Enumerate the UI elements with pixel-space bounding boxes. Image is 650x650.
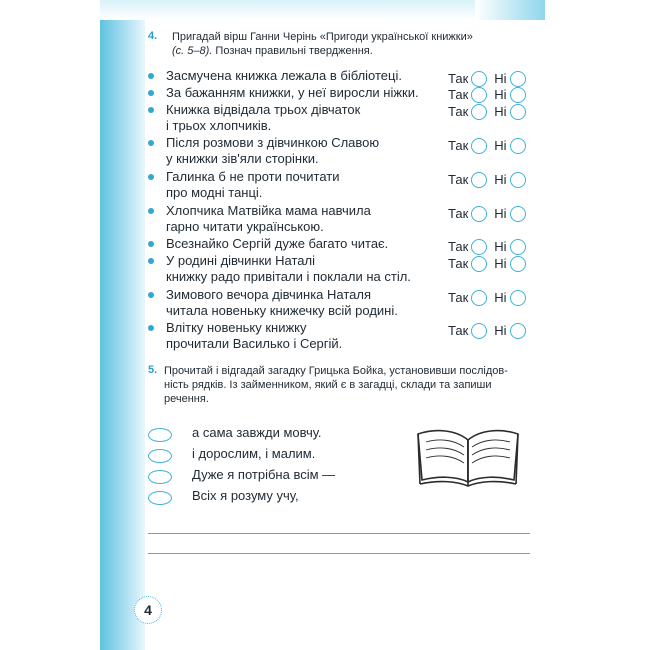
answer-line-2[interactable] [148, 553, 530, 554]
yes-checkbox[interactable] [471, 138, 487, 154]
no-label: Ні [494, 255, 507, 271]
yes-label: Так [448, 289, 469, 305]
task-5-instruction-line: речення. [164, 393, 209, 405]
order-input-1[interactable] [148, 428, 172, 442]
statement-line: Влітку новеньку книжку [166, 320, 307, 335]
yes-label: Так [448, 238, 469, 254]
statement-text [166, 68, 402, 84]
riddle-line-1: а сама завжди мовчу. [192, 425, 322, 440]
statement-line: Після розмови з дівчинкою Славою [166, 135, 380, 150]
no-label: Ні [494, 205, 507, 221]
answer-choice-row [448, 86, 526, 103]
no-label: Ні [494, 86, 507, 102]
statement-text [166, 85, 419, 101]
task-4-instruction-line2-rest: Познач правильні твердження. [212, 45, 373, 57]
statement-text [166, 102, 360, 134]
no-label: Ні [494, 137, 507, 153]
yes-label: Так [448, 322, 469, 338]
statement-text [166, 320, 342, 352]
task-5-instruction [164, 364, 534, 406]
yes-label: Так [448, 86, 469, 102]
yes-checkbox[interactable] [471, 104, 487, 120]
bullet-icon [148, 174, 154, 180]
yes-label: Так [448, 171, 469, 187]
statement-line: Хлопчика Матвійка мама навчила [166, 203, 371, 218]
answer-choice-row [448, 103, 526, 120]
decorative-side-band [100, 0, 145, 650]
no-checkbox[interactable] [510, 104, 526, 120]
yes-checkbox[interactable] [471, 239, 487, 255]
page-number: 4 [134, 596, 162, 624]
statement-line: про модні танці. [166, 185, 263, 200]
riddle-line-3: Дуже я потрібна всім — [192, 467, 336, 482]
statement-line: читала новеньку книжечку всій родині. [166, 303, 398, 318]
no-checkbox[interactable] [510, 206, 526, 222]
yes-label: Так [448, 103, 469, 119]
order-input-3[interactable] [148, 470, 172, 484]
statement-text [166, 253, 411, 285]
no-checkbox[interactable] [510, 290, 526, 306]
yes-checkbox[interactable] [471, 256, 487, 272]
task-4-instruction-line1: Пригадай вірш Ганни Черінь «Пригоди української книжки» [172, 31, 473, 43]
statement-line: У родині дівчинки Наталі [166, 253, 315, 268]
statement-text [166, 203, 371, 235]
yes-label: Так [448, 205, 469, 221]
bullet-icon [148, 90, 154, 96]
statement-line: і трьох хлопчиків. [166, 118, 272, 133]
task-4-instruction-line2 [172, 44, 532, 58]
yes-checkbox[interactable] [471, 290, 487, 306]
bullet-icon [148, 325, 154, 331]
statement-line: книжку радо привітали і поклали на стіл. [166, 269, 411, 284]
no-label: Ні [494, 103, 507, 119]
open-book-icon [416, 420, 520, 490]
answer-choice-row [448, 255, 526, 272]
yes-checkbox[interactable] [471, 87, 487, 103]
no-label: Ні [494, 171, 507, 187]
yes-checkbox[interactable] [471, 206, 487, 222]
answer-line-1[interactable] [148, 533, 530, 534]
no-label: Ні [494, 70, 507, 86]
task-4-instruction [172, 30, 532, 58]
yes-label: Так [448, 255, 469, 271]
yes-checkbox[interactable] [471, 172, 487, 188]
statement-line: прочитали Василько і Сергій. [166, 336, 343, 351]
statement-text [166, 135, 379, 167]
no-checkbox[interactable] [510, 172, 526, 188]
no-checkbox[interactable] [510, 239, 526, 255]
no-label: Ні [494, 238, 507, 254]
statement-line: Книжка відвідала трьох дівчаток [166, 102, 361, 117]
riddle-line-2: і дорослим, і малим. [192, 446, 316, 461]
yes-label: Так [448, 137, 469, 153]
riddle-line-4: Всіх я розуму учу, [192, 488, 299, 503]
no-label: Ні [494, 289, 507, 305]
statement-line: Зимового вечора дівчинка Наталя [166, 287, 372, 302]
order-input-4[interactable] [148, 491, 172, 505]
statement-text [166, 236, 388, 252]
bullet-icon [148, 258, 154, 264]
statement-line: гарно читати українською. [166, 219, 324, 234]
bullet-icon [148, 292, 154, 298]
statement-line: Галинка б не проти почитати [166, 169, 340, 184]
answer-choice-row [448, 137, 526, 154]
answer-choice-row [448, 238, 526, 255]
bullet-icon [148, 107, 154, 113]
answer-choice-row [448, 289, 526, 306]
statement-line: За бажанням книжки, у неї виросли ніжки. [166, 85, 419, 100]
task-5-number: 5. [148, 364, 158, 376]
bullet-icon [148, 208, 154, 214]
yes-checkbox[interactable] [471, 323, 487, 339]
bullet-icon [148, 73, 154, 79]
yes-checkbox[interactable] [471, 71, 487, 87]
no-checkbox[interactable] [510, 138, 526, 154]
task-5-instruction-line: ність рядків. Із займенником, який є в загадці, склади та запиши [164, 379, 492, 391]
answer-choice-row [448, 171, 526, 188]
statement-line: у книжки зів'яли сторінки. [166, 151, 319, 166]
task-5-instruction-line: Прочитай і відгадай загадку Грицька Бойка, установивши послідов- [164, 365, 508, 377]
decorative-top-band [100, 0, 545, 20]
bullet-icon [148, 241, 154, 247]
no-checkbox[interactable] [510, 323, 526, 339]
no-label: Ні [494, 322, 507, 338]
page-reference: (с. 5–8). [172, 45, 213, 57]
bullet-icon [148, 140, 154, 146]
task-4-number: 4. [148, 30, 158, 42]
answer-choice-row [448, 70, 526, 87]
statement-text [166, 287, 398, 319]
no-checkbox[interactable] [510, 256, 526, 272]
statement-line: Всезнайко Сергій дуже багато читає. [166, 236, 389, 251]
statement-line: Засмучена книжка лежала в бібліотеці. [166, 68, 402, 83]
order-input-2[interactable] [148, 449, 172, 463]
no-checkbox[interactable] [510, 87, 526, 103]
answer-choice-row [448, 205, 526, 222]
answer-choice-row [448, 322, 526, 339]
no-checkbox[interactable] [510, 71, 526, 87]
statement-text [166, 169, 340, 201]
yes-label: Так [448, 70, 469, 86]
